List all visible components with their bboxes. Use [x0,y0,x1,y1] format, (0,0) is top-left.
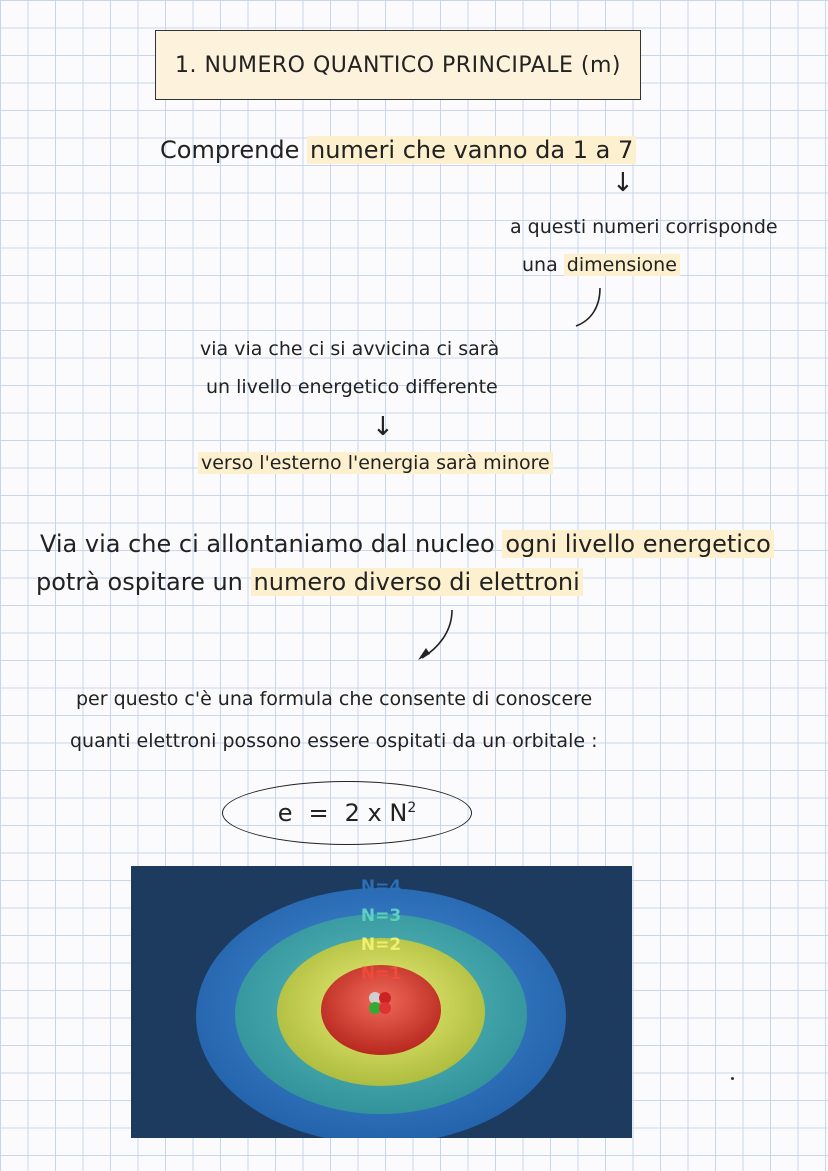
intro-line [160,136,636,164]
note2-line1: via via che ci si avvicina ci sarà [200,338,500,360]
formula-rhs-base: 2 x N [344,799,408,827]
note3 [198,452,553,474]
atom-energy-levels-diagram [131,866,632,1138]
down-arrow-icon: ↓ [372,412,394,442]
label-n2: N=2 [360,935,402,955]
intro-prefix: Comprende [160,136,307,164]
down-arrow-icon: ↓ [612,168,634,198]
note1-highlight: dimensione [564,254,680,276]
para-line2-highlight: numero diverso di elettroni [251,568,583,596]
note1-line2 [522,254,680,276]
label-n4: N=4 [360,877,402,897]
para-line1-highlight: ogni livello energetico [502,530,774,558]
curved-arrow-icon [570,284,610,332]
note1-line1: a questi numeri corrisponde [510,216,778,238]
label-n3: N=3 [360,906,402,926]
formula-equals: = [308,799,329,827]
formula-lhs: e [277,799,293,827]
intro-highlight: numeri che vanno da 1 a 7 [307,136,636,164]
note2-line2: un livello energetico differente [206,376,498,398]
stray-dot [731,1077,734,1080]
note3-highlight: verso l'esterno l'energia sarà minore [198,452,553,474]
label-n1: N=1 [360,964,402,984]
page-title: 1. NUMERO QUANTICO PRINCIPALE (m) [174,52,622,78]
para2-line2: quanti elettroni possono essere ospitati da un orbitale : [70,730,598,752]
para-line1-prefix: Via via che ci allontaniamo dal nucleo [40,530,503,558]
formula-exponent: 2 [407,800,417,816]
formula-rhs [345,799,417,827]
para2-line1: per questo c'è una formula che consente di conoscere [76,688,593,710]
para-line2 [36,568,583,596]
diagonal-arrow-icon [408,604,460,666]
title-box [155,30,641,100]
note1-prefix: una [522,254,564,276]
formula [222,781,472,845]
para-line2-prefix: potrà ospitare un [36,568,251,596]
para-line1 [40,530,774,558]
